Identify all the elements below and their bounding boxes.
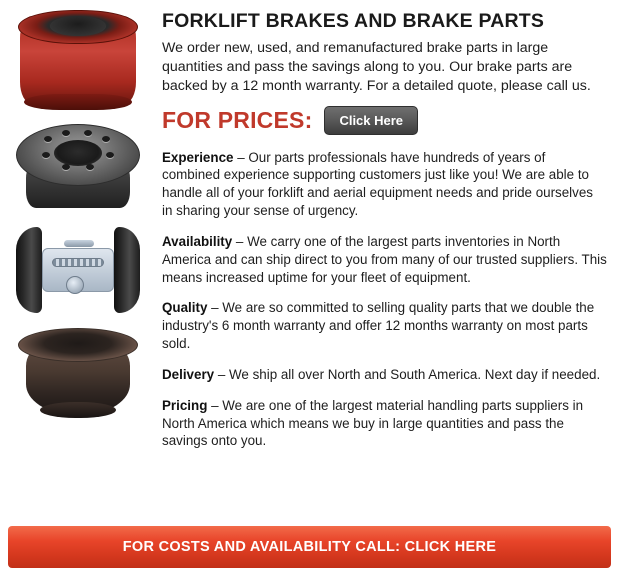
feature-term: Quality — [162, 300, 208, 316]
bolt-hole — [84, 130, 92, 136]
feature-term: Pricing — [162, 397, 208, 413]
drum-foot — [24, 94, 132, 110]
drum-top-face — [18, 328, 138, 362]
click-here-button[interactable]: Click Here — [324, 106, 418, 135]
adjuster-link — [64, 240, 94, 247]
return-spring — [52, 258, 104, 267]
feature-term: Experience — [162, 149, 234, 165]
feature-pricing — [162, 397, 607, 450]
bolt-hole — [44, 136, 52, 142]
feature-dash: – — [207, 397, 223, 413]
bolt-hole — [62, 130, 70, 136]
feature-text: We are one of the largest material handling parts suppliers in North America which means we buy in large quantities and pass the savings onto you. — [162, 397, 584, 449]
red-brake-drum-image — [14, 6, 142, 114]
feature-quality — [162, 299, 607, 352]
for-prices-label: FOR PRICES: — [162, 106, 313, 133]
intro-paragraph: We order new, used, and remanufactured brake parts in large quantities and pass the savings along to you. Our brake parts are backed by a 12 month warranty. For a detailed quote, please call us. — [162, 40, 591, 94]
brake-shoe-assembly-image — [8, 222, 148, 318]
brake-shoe-right — [114, 227, 140, 313]
page-title: FORKLIFT BRAKES AND BRAKE PARTS — [162, 10, 545, 32]
product-image-column — [0, 0, 156, 516]
bolt-hole — [86, 164, 94, 170]
bolt-hole — [102, 136, 110, 142]
dark-brake-drum-image — [16, 326, 140, 422]
feature-dash: – — [233, 149, 249, 165]
steel-brake-drum-image — [14, 122, 142, 214]
bolt-hole — [62, 164, 70, 170]
feature-text: We carry one of the largest parts inventories in North America and can ship direct to you from many of our trusted suppliers. This means increased uptime for your fleet of equipment. — [162, 233, 607, 285]
feature-text: We are so committed to selling quality parts that we double the industry's 6 month warranty and offer 12 months warranty on most parts sold. — [162, 300, 595, 352]
feature-term: Availability — [162, 233, 233, 249]
feature-availability — [162, 233, 607, 286]
feature-dash: – — [232, 233, 248, 249]
feature-delivery — [162, 366, 607, 384]
text-column — [156, 0, 619, 516]
drum-rim — [40, 402, 116, 418]
feature-text: We ship all over North and South America. Next day if needed. — [229, 366, 601, 382]
feature-dash: – — [214, 366, 230, 382]
drum-hub — [54, 140, 102, 166]
bottom-call-banner[interactable]: FOR COSTS AND AVAILABILITY CALL: CLICK HERE — [8, 526, 611, 568]
prices-call-to-action — [162, 106, 607, 135]
feature-text: Our parts professionals have hundreds of years of combined experience supporting customers just like you! We are able to handle all of your forklift and aerial equipment needs and pride ourselves in sharing your sense of urgency. — [162, 149, 593, 219]
feature-experience — [162, 149, 607, 220]
feature-dash: – — [207, 300, 223, 316]
brake-shoe-left — [16, 227, 42, 313]
drum-bore — [50, 16, 106, 36]
bolt-hole — [106, 152, 114, 158]
feature-term: Delivery — [162, 366, 215, 382]
bolt-hole — [42, 152, 50, 158]
hold-down-pin — [66, 276, 84, 294]
